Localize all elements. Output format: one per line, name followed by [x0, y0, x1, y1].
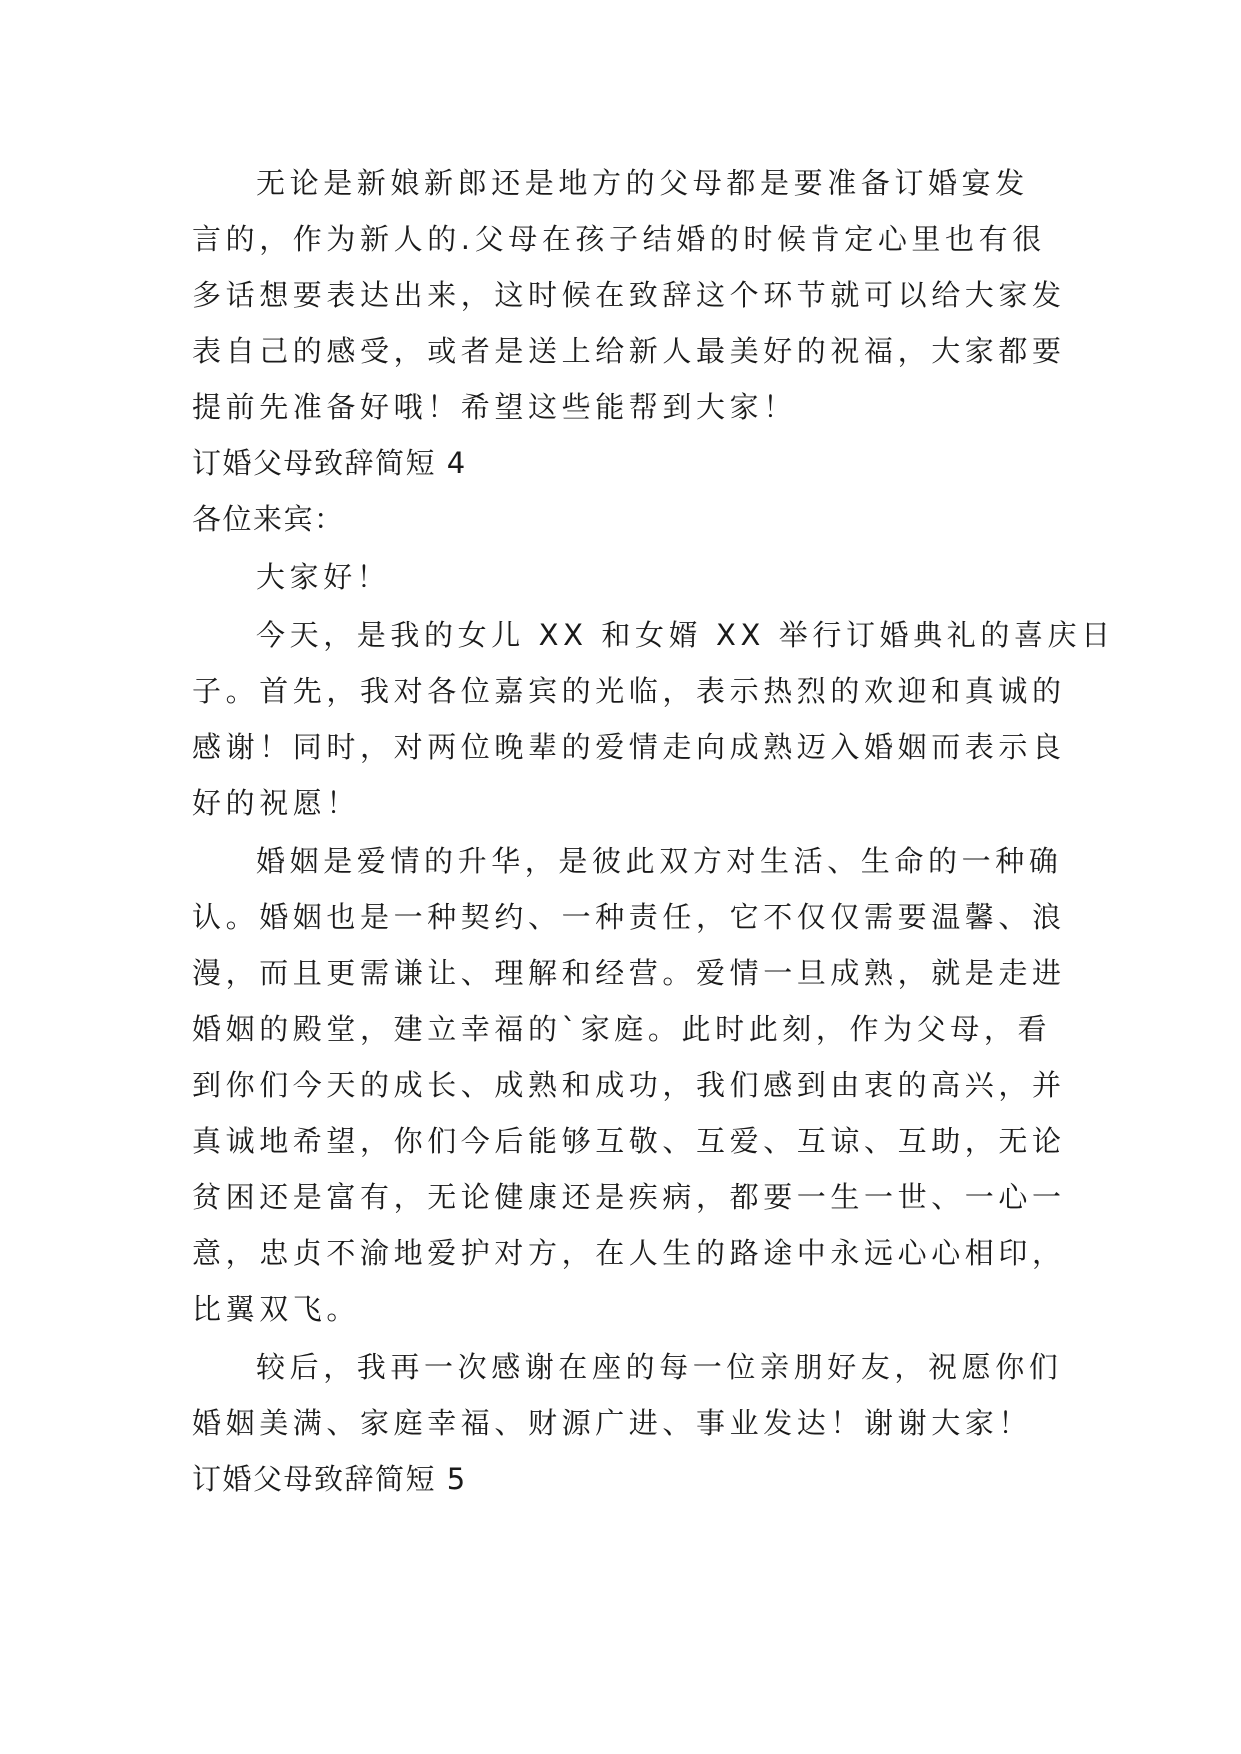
paragraph-line: 言的，作为新人的.父母在孩子结婚的时候肯定心里也有很	[192, 222, 1046, 256]
salutation: 各位来宾：	[192, 502, 345, 536]
paragraph-line: 漫，而且更需谦让、理解和经营。爱情一旦成熟，就是走进	[192, 956, 1066, 990]
paragraph-line: 认。婚姻也是一种契约、一种责任，它不仅仅需要温馨、浪	[192, 900, 1066, 934]
paragraph-line: 子。首先，我对各位嘉宾的光临，表示热烈的欢迎和真诚的	[192, 674, 1066, 708]
paragraph-line: 婚姻的殿堂，建立幸福的`家庭。此时此刻，作为父母，看	[192, 1012, 1052, 1046]
paragraph-line: 无论是新娘新郎还是地方的父母都是要准备订婚宴发	[256, 166, 1029, 200]
paragraph-line: 意，忠贞不渝地爱护对方，在人生的路途中永远心心相印，	[192, 1236, 1066, 1270]
paragraph-line: 婚姻美满、家庭幸福、财源广进、事业发达！谢谢大家！	[192, 1406, 1033, 1440]
paragraph-line: 今天，是我的女儿 XX 和女婿 XX 举行订婚典礼的喜庆日	[256, 618, 1115, 652]
paragraph-line: 比翼双飞。	[192, 1292, 361, 1326]
paragraph-line: 多话想要表达出来，这时候在致辞这个环节就可以给大家发	[192, 278, 1066, 312]
section-heading: 订婚父母致辞简短 4	[192, 446, 467, 480]
paragraph-line: 婚姻是爱情的升华，是彼此双方对生活、生命的一种确	[256, 844, 1063, 878]
paragraph-line: 真诚地希望，你们今后能够互敬、互爱、互谅、互助，无论	[192, 1124, 1066, 1158]
paragraph-line: 感谢！同时，对两位晚辈的爱情走向成熟迈入婚姻而表示良	[192, 730, 1066, 764]
paragraph-line: 提前先准备好哦！希望这些能帮到大家！	[192, 390, 797, 424]
greeting: 大家好！	[256, 560, 391, 594]
paragraph-line: 表自己的感受，或者是送上给新人最美好的祝福，大家都要	[192, 334, 1066, 368]
paragraph-line: 较后，我再一次感谢在座的每一位亲朋好友，祝愿你们	[256, 1350, 1063, 1384]
paragraph-line: 到你们今天的成长、成熟和成功，我们感到由衷的高兴，并	[192, 1068, 1066, 1102]
section-heading: 订婚父母致辞简短 5	[192, 1462, 467, 1496]
paragraph-line: 贫困还是富有，无论健康还是疾病，都要一生一世、一心一	[192, 1180, 1066, 1214]
paragraph-line: 好的祝愿！	[192, 786, 361, 820]
